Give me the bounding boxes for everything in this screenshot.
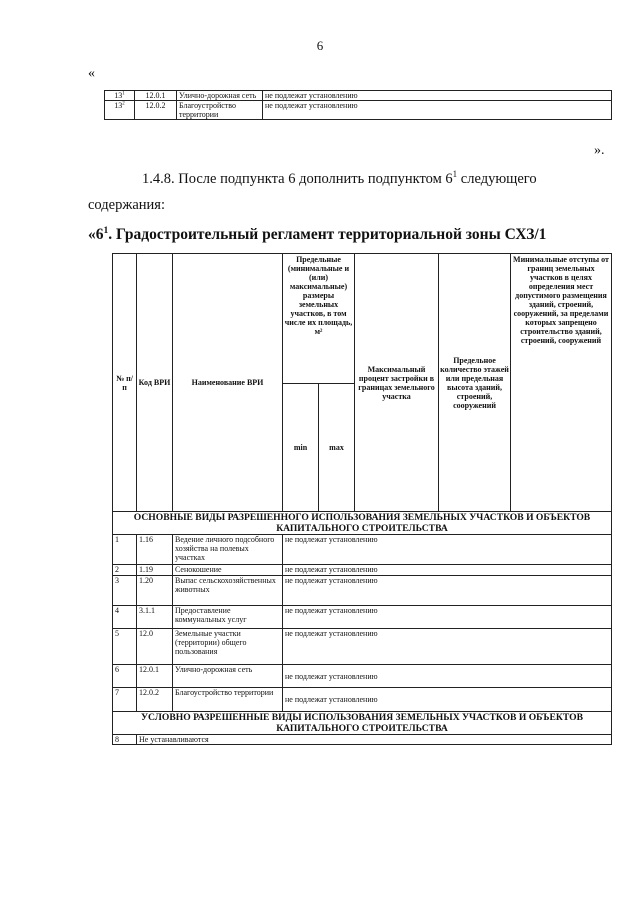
row-value: Не устанавливаются — [137, 735, 612, 745]
table-row — [113, 665, 612, 688]
header-max: max — [319, 384, 355, 512]
vri-name: Благоустройство территории — [177, 101, 263, 120]
vri-code: 12.0.2 — [137, 688, 173, 712]
vri-name: Ведение личного подсобного хозяйства на полевых участках — [173, 535, 283, 565]
vri-code: 3.1.1 — [137, 606, 173, 629]
row-number: 1 — [113, 535, 137, 565]
opening-quote: « — [88, 66, 95, 81]
regulation-table — [112, 253, 612, 745]
row-value: не подлежат установлению — [283, 535, 612, 565]
vri-code: 1.16 — [137, 535, 173, 565]
row-number: 5 — [113, 629, 137, 665]
row-number: $13^2$ — [105, 101, 135, 120]
table-row — [113, 735, 612, 745]
row-number: 6 — [113, 665, 137, 688]
row-value: не подлежат установлению — [283, 565, 612, 576]
vri-code: 1.20 — [137, 576, 173, 606]
section-title-conditional: УСЛОВНО РАЗРЕШЕННЫЕ ВИДЫ ИСПОЛЬЗОВАНИЯ ЗЕМЕЛЬНЫХ УЧАСТКОВ И ОБЪЕКТОВ КАПИТАЛЬНОГО СТРОИТЕЛЬСТВА — [113, 712, 612, 735]
row-number: $13^1$ — [105, 91, 135, 101]
vri-name: Сенокошение — [173, 565, 283, 576]
page-number: 6 — [316, 38, 324, 53]
header-num: № п/п — [113, 254, 137, 512]
vri-name: Земельные участки (территории) общего пользования — [173, 629, 283, 665]
section-row — [113, 712, 612, 735]
row-number: 4 — [113, 606, 137, 629]
vri-name: Выпас сельскохозяйственных животных — [173, 576, 283, 606]
section-heading: «$6^1$. Градостроительный регламент территориальной зоны СХЗ/1 — [88, 224, 547, 243]
row-value: не подлежат установлению — [283, 606, 612, 629]
table-row — [113, 535, 612, 565]
vri-name: Улично-дорожная сеть — [177, 91, 263, 101]
section-row — [113, 512, 612, 535]
amendment-paragraph: 1.4.8. После подпункта 6 дополнить подпунктом $6^1$ следующего содержания: — [88, 169, 537, 213]
closing-quote: ». — [594, 143, 605, 158]
header-min: min — [283, 384, 319, 512]
row-number: 3 — [113, 576, 137, 606]
header-floors: Предельное количество этажей или предельная высота зданий, строений, сооружений — [439, 254, 511, 512]
header-setbacks: Минимальные отступы от границ земельных участков в целях определения мест допустимого размещения зданий, строений, сооружений, за пределами которых запрещено строительство зданий, строений, сооружений — [511, 254, 612, 512]
table-row — [113, 629, 612, 665]
header-code: Код ВРИ — [137, 254, 173, 512]
row-value: не подлежат установлению — [263, 91, 612, 101]
table-header-row — [113, 254, 612, 384]
row-value: не подлежат установлению — [283, 688, 612, 712]
vri-code: 12.0.2 — [135, 101, 177, 120]
vri-code: 12.0.1 — [137, 665, 173, 688]
table-row — [105, 101, 612, 120]
header-percent: Максимальный процент застройки в границах земельного участка — [355, 254, 439, 512]
vri-code: 12.0 — [137, 629, 173, 665]
row-value: не подлежат установлению — [263, 101, 612, 120]
vri-name: Улично-дорожная сеть — [173, 665, 283, 688]
vri-code: 1.19 — [137, 565, 173, 576]
vri-name: Благоустройство территории — [173, 688, 283, 712]
table-row — [113, 688, 612, 712]
header-name: Наименование ВРИ — [173, 254, 283, 512]
table-row — [113, 576, 612, 606]
row-number: 2 — [113, 565, 137, 576]
table-row — [105, 91, 612, 101]
row-number: 7 — [113, 688, 137, 712]
vri-code: 12.0.1 — [135, 91, 177, 101]
vri-name: Предоставление коммунальных услуг — [173, 606, 283, 629]
row-value: не подлежат установлению — [283, 576, 612, 606]
table-row — [113, 606, 612, 629]
amendment-table — [104, 90, 612, 120]
row-number: 8 — [113, 735, 137, 745]
header-sizes: Предельные (минимальные и (или) максимальные) размеры земельных участков, в том числе их площадь, м² — [283, 254, 355, 384]
row-value: не подлежат установлению — [283, 665, 612, 688]
row-value: не подлежат установлению — [283, 629, 612, 665]
table-row — [113, 565, 612, 576]
section-title-main: ОСНОВНЫЕ ВИДЫ РАЗРЕШЕННОГО ИСПОЛЬЗОВАНИЯ ЗЕМЕЛЬНЫХ УЧАСТКОВ И ОБЪЕКТОВ КАПИТАЛЬНОГО СТРОИТЕЛЬСТВА — [113, 512, 612, 535]
